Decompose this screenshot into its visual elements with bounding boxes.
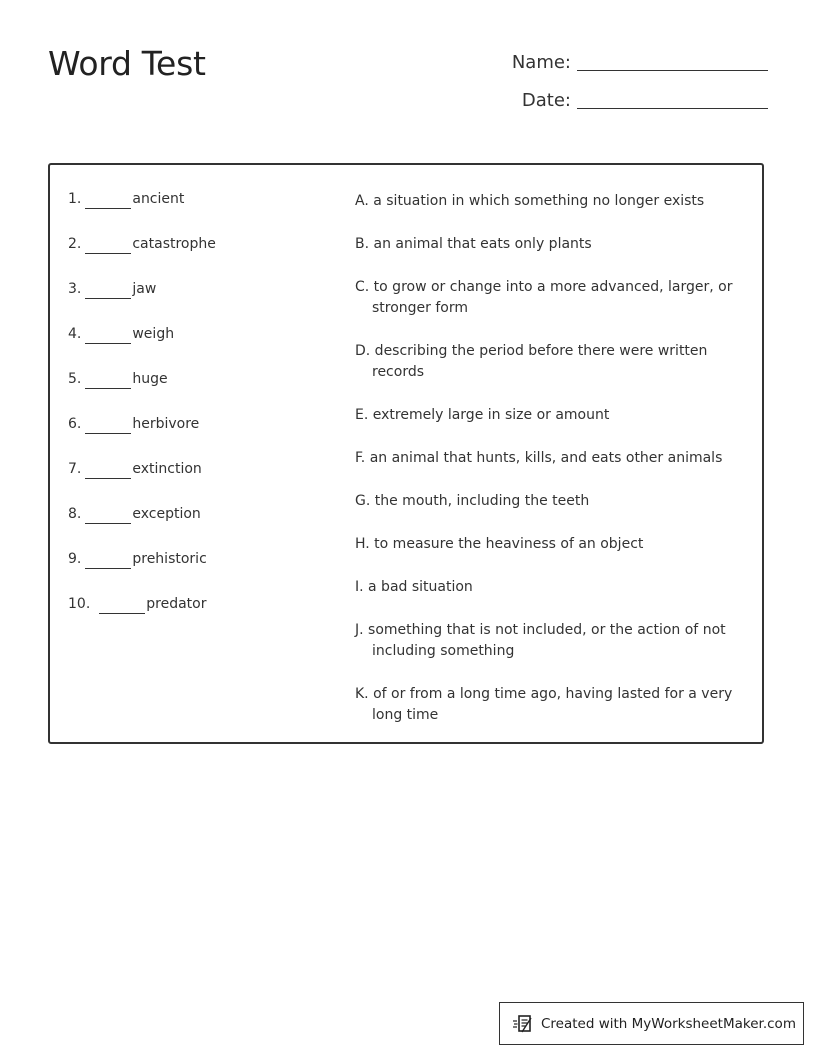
word-text: ancient <box>132 191 185 207</box>
word-number: 9. <box>68 551 82 567</box>
definition-item: G. the mouth, including the teeth <box>355 493 590 509</box>
word-number: 8. <box>68 506 82 522</box>
word-item <box>68 506 216 551</box>
date-blank-line[interactable] <box>577 107 768 109</box>
definition-item: F. an animal that hunts, kills, and eats other animals <box>355 450 723 466</box>
name-blank-line[interactable] <box>577 69 768 71</box>
definition-item: J. something that is not included, or the action of not including something <box>355 622 726 659</box>
definition-item: H. to measure the heaviness of an object <box>355 536 644 552</box>
word-item <box>68 191 216 236</box>
word-number: 4. <box>68 326 82 342</box>
definition-item: C. to grow or change into a more advanced, larger, or stronger form <box>355 279 733 316</box>
word-text: catastrophe <box>132 236 216 252</box>
worksheet-maker-logo-icon <box>512 1013 534 1035</box>
word-item <box>68 326 216 371</box>
word-text: jaw <box>132 281 157 297</box>
definition-list <box>355 191 735 748</box>
answer-blank[interactable] <box>85 506 131 524</box>
name-label: Name: <box>511 52 571 73</box>
word-text: prehistoric <box>132 551 207 567</box>
word-text: predator <box>146 596 207 612</box>
answer-blank[interactable] <box>85 326 131 344</box>
definition-item: K. of or from a long time ago, having lasted for a very long time <box>355 686 733 723</box>
word-number: 10. <box>68 596 91 612</box>
word-number: 7. <box>68 461 82 477</box>
matching-box <box>48 163 764 744</box>
word-number: 2. <box>68 236 82 252</box>
answer-blank[interactable] <box>85 461 131 479</box>
word-item <box>68 281 216 326</box>
word-number: 5. <box>68 371 82 387</box>
answer-blank[interactable] <box>85 191 131 209</box>
answer-blank[interactable] <box>99 596 145 614</box>
word-text: huge <box>132 371 168 387</box>
word-item <box>68 551 216 596</box>
definition-item: D. describing the period before there were written records <box>355 343 708 380</box>
word-text: herbivore <box>132 416 200 432</box>
definition-item: B. an animal that eats only plants <box>355 236 592 252</box>
word-text: extinction <box>132 461 202 477</box>
definition-item: E. extremely large in size or amount <box>355 407 610 423</box>
word-text: exception <box>132 506 201 522</box>
answer-blank[interactable] <box>85 416 131 434</box>
footer-text: Created with MyWorksheetMaker.com <box>541 1015 796 1032</box>
date-label: Date: <box>521 90 571 111</box>
word-text: weigh <box>132 326 175 342</box>
word-item <box>68 416 216 461</box>
word-number: 3. <box>68 281 82 297</box>
footer-badge[interactable] <box>499 1002 804 1045</box>
worksheet-title: Word Test <box>48 44 206 83</box>
definition-item: I. a bad situation <box>355 579 473 595</box>
word-number: 1. <box>68 191 82 207</box>
date-field-row <box>522 90 768 111</box>
answer-blank[interactable] <box>85 371 131 389</box>
word-list <box>68 191 216 641</box>
word-item <box>68 236 216 281</box>
answer-blank[interactable] <box>85 551 131 569</box>
word-number: 6. <box>68 416 82 432</box>
word-item <box>68 596 216 641</box>
word-item <box>68 371 216 416</box>
word-item <box>68 461 216 506</box>
definition-item: A. a situation in which something no longer exists <box>355 193 705 209</box>
answer-blank[interactable] <box>85 281 131 299</box>
name-field-row <box>512 52 768 73</box>
answer-blank[interactable] <box>85 236 131 254</box>
